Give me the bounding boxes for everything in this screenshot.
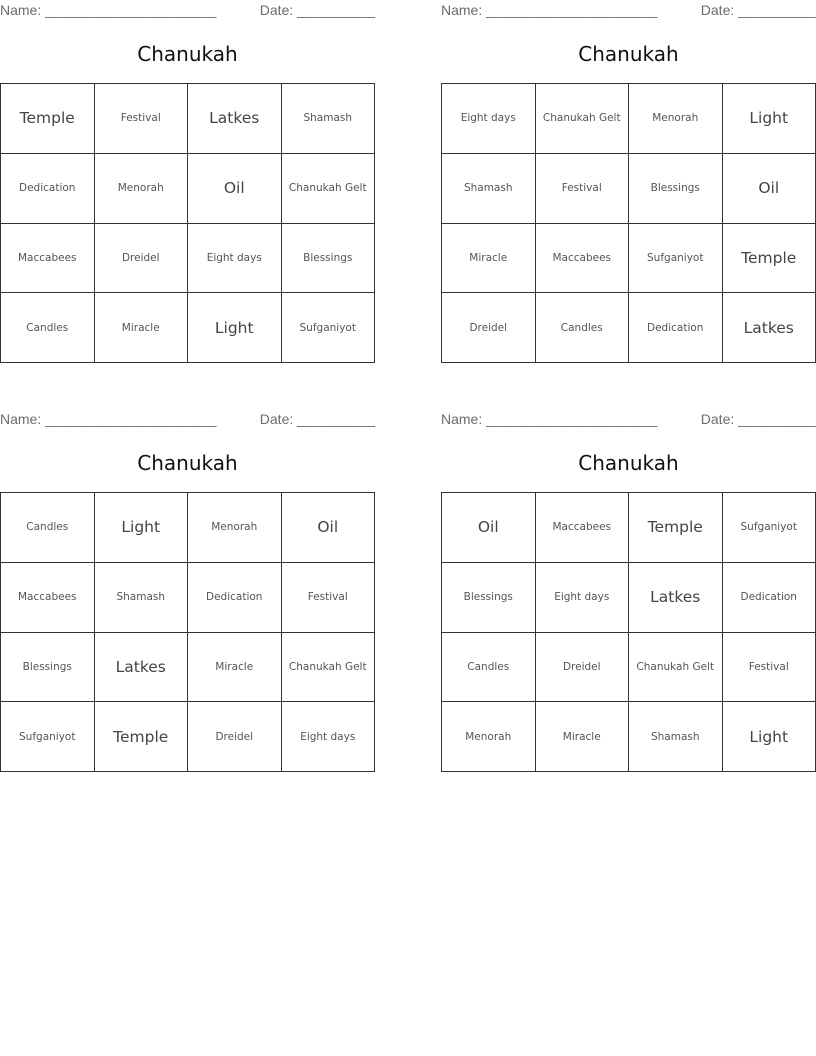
bingo-cell: Oil [282, 493, 376, 563]
bingo-cell: Temple [95, 702, 189, 772]
card-title: Chanukah [137, 42, 238, 66]
bingo-cell: Festival [95, 84, 189, 154]
bingo-cell: Candles [442, 633, 536, 703]
bingo-cell: Shamash [95, 563, 189, 633]
bingo-cell: Candles [1, 293, 95, 363]
bingo-cell: Oil [723, 154, 816, 224]
bingo-cell: Temple [723, 224, 816, 294]
name-field-label: Name: ______________________ [441, 411, 658, 427]
bingo-cell: Menorah [188, 493, 282, 563]
bingo-cell: Dreidel [442, 293, 536, 363]
bingo-cell: Maccabees [536, 493, 630, 563]
bingo-grid [441, 492, 816, 772]
bingo-cell: Light [723, 84, 816, 154]
name-field-label: Name: ______________________ [441, 2, 658, 18]
bingo-cell: Candles [536, 293, 630, 363]
card-title: Chanukah [578, 42, 679, 66]
bingo-cell: Eight days [188, 224, 282, 294]
bingo-cell: Menorah [95, 154, 189, 224]
bingo-cell: Shamash [442, 154, 536, 224]
bingo-cell: Menorah [442, 702, 536, 772]
card-header [0, 411, 375, 429]
bingo-cell: Miracle [188, 633, 282, 703]
date-field-label: Date: __________ [700, 2, 816, 18]
bingo-cell: Festival [723, 633, 816, 703]
card-title: Chanukah [137, 451, 238, 475]
bingo-cell: Maccabees [536, 224, 630, 294]
bingo-cell: Maccabees [1, 563, 95, 633]
bingo-cell: Sufganiyot [282, 293, 376, 363]
bingo-cell: Eight days [536, 563, 630, 633]
bingo-cell: Miracle [536, 702, 630, 772]
bingo-cell: Blessings [442, 563, 536, 633]
bingo-cell: Dreidel [536, 633, 630, 703]
bingo-cell: Dedication [1, 154, 95, 224]
bingo-cell: Latkes [188, 84, 282, 154]
bingo-cell: Miracle [442, 224, 536, 294]
bingo-cell: Sufganiyot [629, 224, 723, 294]
bingo-cell: Festival [282, 563, 376, 633]
bingo-cell: Festival [536, 154, 630, 224]
bingo-cell: Oil [442, 493, 536, 563]
bingo-cell: Miracle [95, 293, 189, 363]
name-field-label: Name: ______________________ [0, 411, 217, 427]
bingo-cell: Latkes [629, 563, 723, 633]
card-header [441, 411, 816, 429]
bingo-cell: Blessings [1, 633, 95, 703]
bingo-cell: Light [95, 493, 189, 563]
bingo-cell: Candles [1, 493, 95, 563]
date-field-label: Date: __________ [700, 411, 816, 427]
bingo-cell: Chanukah Gelt [629, 633, 723, 703]
bingo-cell: Shamash [629, 702, 723, 772]
bingo-cell: Sufganiyot [723, 493, 816, 563]
bingo-cell: Temple [1, 84, 95, 154]
bingo-cell: Dreidel [188, 702, 282, 772]
bingo-cell: Chanukah Gelt [282, 633, 376, 703]
bingo-cell: Blessings [629, 154, 723, 224]
bingo-cell: Latkes [723, 293, 816, 363]
bingo-cell: Dedication [188, 563, 282, 633]
name-field-label: Name: ______________________ [0, 2, 217, 18]
bingo-grid [441, 83, 816, 363]
bingo-cell: Shamash [282, 84, 376, 154]
bingo-cell: Dedication [723, 563, 816, 633]
card-header [441, 2, 816, 20]
bingo-cell: Light [723, 702, 816, 772]
bingo-cell: Latkes [95, 633, 189, 703]
bingo-cell: Maccabees [1, 224, 95, 294]
date-field-label: Date: __________ [259, 2, 375, 18]
bingo-cell: Eight days [442, 84, 536, 154]
date-field-label: Date: __________ [259, 411, 375, 427]
bingo-cell: Eight days [282, 702, 376, 772]
card-title: Chanukah [578, 451, 679, 475]
bingo-cell: Dedication [629, 293, 723, 363]
bingo-cell: Dreidel [95, 224, 189, 294]
bingo-cell: Blessings [282, 224, 376, 294]
bingo-cell: Oil [188, 154, 282, 224]
bingo-cell: Chanukah Gelt [536, 84, 630, 154]
bingo-cell: Temple [629, 493, 723, 563]
bingo-cell: Sufganiyot [1, 702, 95, 772]
card-header [0, 2, 375, 20]
bingo-cell: Light [188, 293, 282, 363]
bingo-cell: Menorah [629, 84, 723, 154]
bingo-grid [0, 83, 375, 363]
bingo-cell: Chanukah Gelt [282, 154, 376, 224]
bingo-grid [0, 492, 375, 772]
